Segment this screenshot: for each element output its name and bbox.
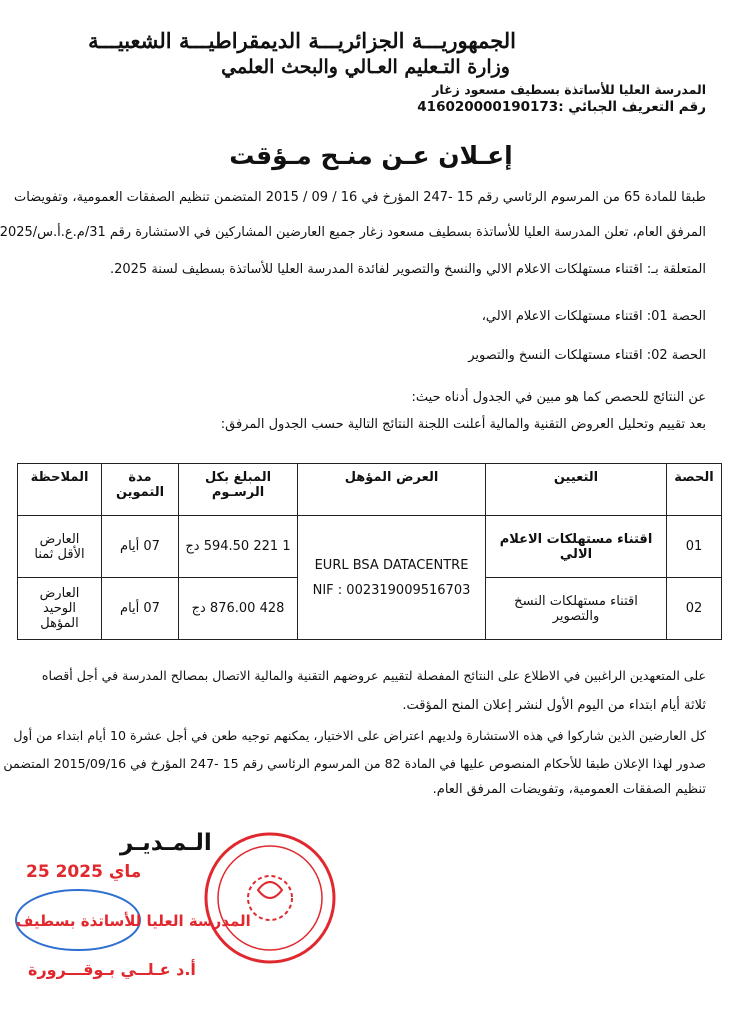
director-name: أ.د عـلــي بـوقـــرورة <box>28 960 196 979</box>
school-name: المدرسة العليا للأساتذة بسطيف مسعود زغار <box>432 82 706 97</box>
lot-amount: 428 876.00 دج <box>179 578 298 640</box>
lot-amount: 1 221 594.50 دج <box>179 516 298 578</box>
school-stamp: المدرسة العليا للأساتذة بسطيف <box>16 912 251 930</box>
bidder-nif: NIF : 002319009516703 <box>312 582 471 598</box>
ministry-header: وزارة التـعليم العـالي والبحث العلمي <box>221 56 510 78</box>
footer-line-2: ثلاثة أيام ابتداء من اليوم الأول لنشر إعلان المنح المؤقت. <box>402 698 706 713</box>
lot-1-line: الحصة 01: اقتناء مستهلكات الاعلام الالي، <box>481 309 706 324</box>
header-note: الملاحظة <box>18 464 102 516</box>
footer-line-1: على المتعهدين الراغبين في الاطلاع على النتائج المفصلة لتقييم عروضهم التقنية والمالية الاتصال بمصالح المدرسة في أجل أقصاه <box>41 668 706 683</box>
header-duration: مدة التموين <box>102 464 179 516</box>
body-line-2: المرفق العام، تعلن المدرسة العليا للأساتذة بسطيف مسعود زغار جميع العارضين المشاركين في الاستشارة رقم 31/م.ع.أ.س/2025 <box>0 225 706 240</box>
page-title: إعـلان عـن منـح مـؤقت <box>229 141 513 170</box>
lot-note: العارض الأقل ثمنا <box>18 516 102 578</box>
footer-line-3: كل العارضين الذين شاركوا في هذه الاستشارة ولديهم اعتراض على الاختيار، يمكنهم توجيه طعن في أجل عشرة 10 أيام ابتداء من أول <box>13 728 706 743</box>
lot-number: 02 <box>667 578 722 640</box>
lot-note: العارض الوحيد المؤهل <box>18 578 102 640</box>
republic-header: الجمهوريـــة الجزائريـــة الديمقراطيـــة الشعبيـــة <box>88 28 516 53</box>
header-lot: الحصة <box>667 464 722 516</box>
lot-2-line: الحصة 02: اقتناء مستهلكات النسخ والتصوير <box>468 348 706 363</box>
header-amount: المبلغ بكل الرسـوم <box>179 464 298 516</box>
lot-number: 01 <box>667 516 722 578</box>
results-line-1: عن النتائج للحصص كما هو مبين في الجدول أدناه حيث: <box>411 390 706 405</box>
table-header-row <box>18 464 722 516</box>
tax-id: رقم التعريف الجبائي :416020000190173 <box>417 99 706 115</box>
header-bidder: العرض المؤهل <box>298 464 486 516</box>
body-line-1: طبقا للمادة 65 من المرسوم الرئاسي رقم 15 -247 المؤرخ في 16 / 09 / 2015 المتضمن تنظيم الصفقات العمومية، وتفويضات <box>14 190 706 205</box>
footer-line-5: تنظيم الصفقات العمومية، وتفويضات المرفق العام. <box>432 782 706 797</box>
bidder-cell <box>298 516 486 640</box>
lot-designation: اقتناء مستهلكات النسخ والتصوير <box>486 578 667 640</box>
header-designation: التعيين <box>486 464 667 516</box>
lot-duration: 07 أيام <box>102 578 179 640</box>
results-line-2: بعد تقييم وتحليل العروض التقنية والمالية أعلنت اللجنة النتائج التالية حسب الجدول المرفق: <box>220 417 706 432</box>
table-row <box>18 516 722 578</box>
bidder-name: EURL BSA DATACENTRE <box>314 557 469 573</box>
results-table <box>17 463 722 640</box>
signature-block <box>8 820 368 1020</box>
director-title: الـمـديـر <box>120 830 212 856</box>
lot-duration: 07 أيام <box>102 516 179 578</box>
body-line-3: المتعلقة بـ: اقتناء مستهلكات الاعلام الالي والنسخ والتصوير لفائدة المدرسة العليا للأساتذة بسطيف لسنة 2025. <box>109 262 706 277</box>
date-stamp: 25 ماي 2025 <box>26 862 142 882</box>
footer-line-4: صدور لهذا الإعلان طبقا للأحكام المنصوص عليها في المادة 82 من المرسوم الرئاسي رقم 15 -247 المؤرخ في 2015/09/16 المتضمن <box>3 756 706 771</box>
lot-designation: اقتناء مستهلكات الاعلام الالي <box>486 516 667 578</box>
seal-crescent <box>258 882 282 898</box>
